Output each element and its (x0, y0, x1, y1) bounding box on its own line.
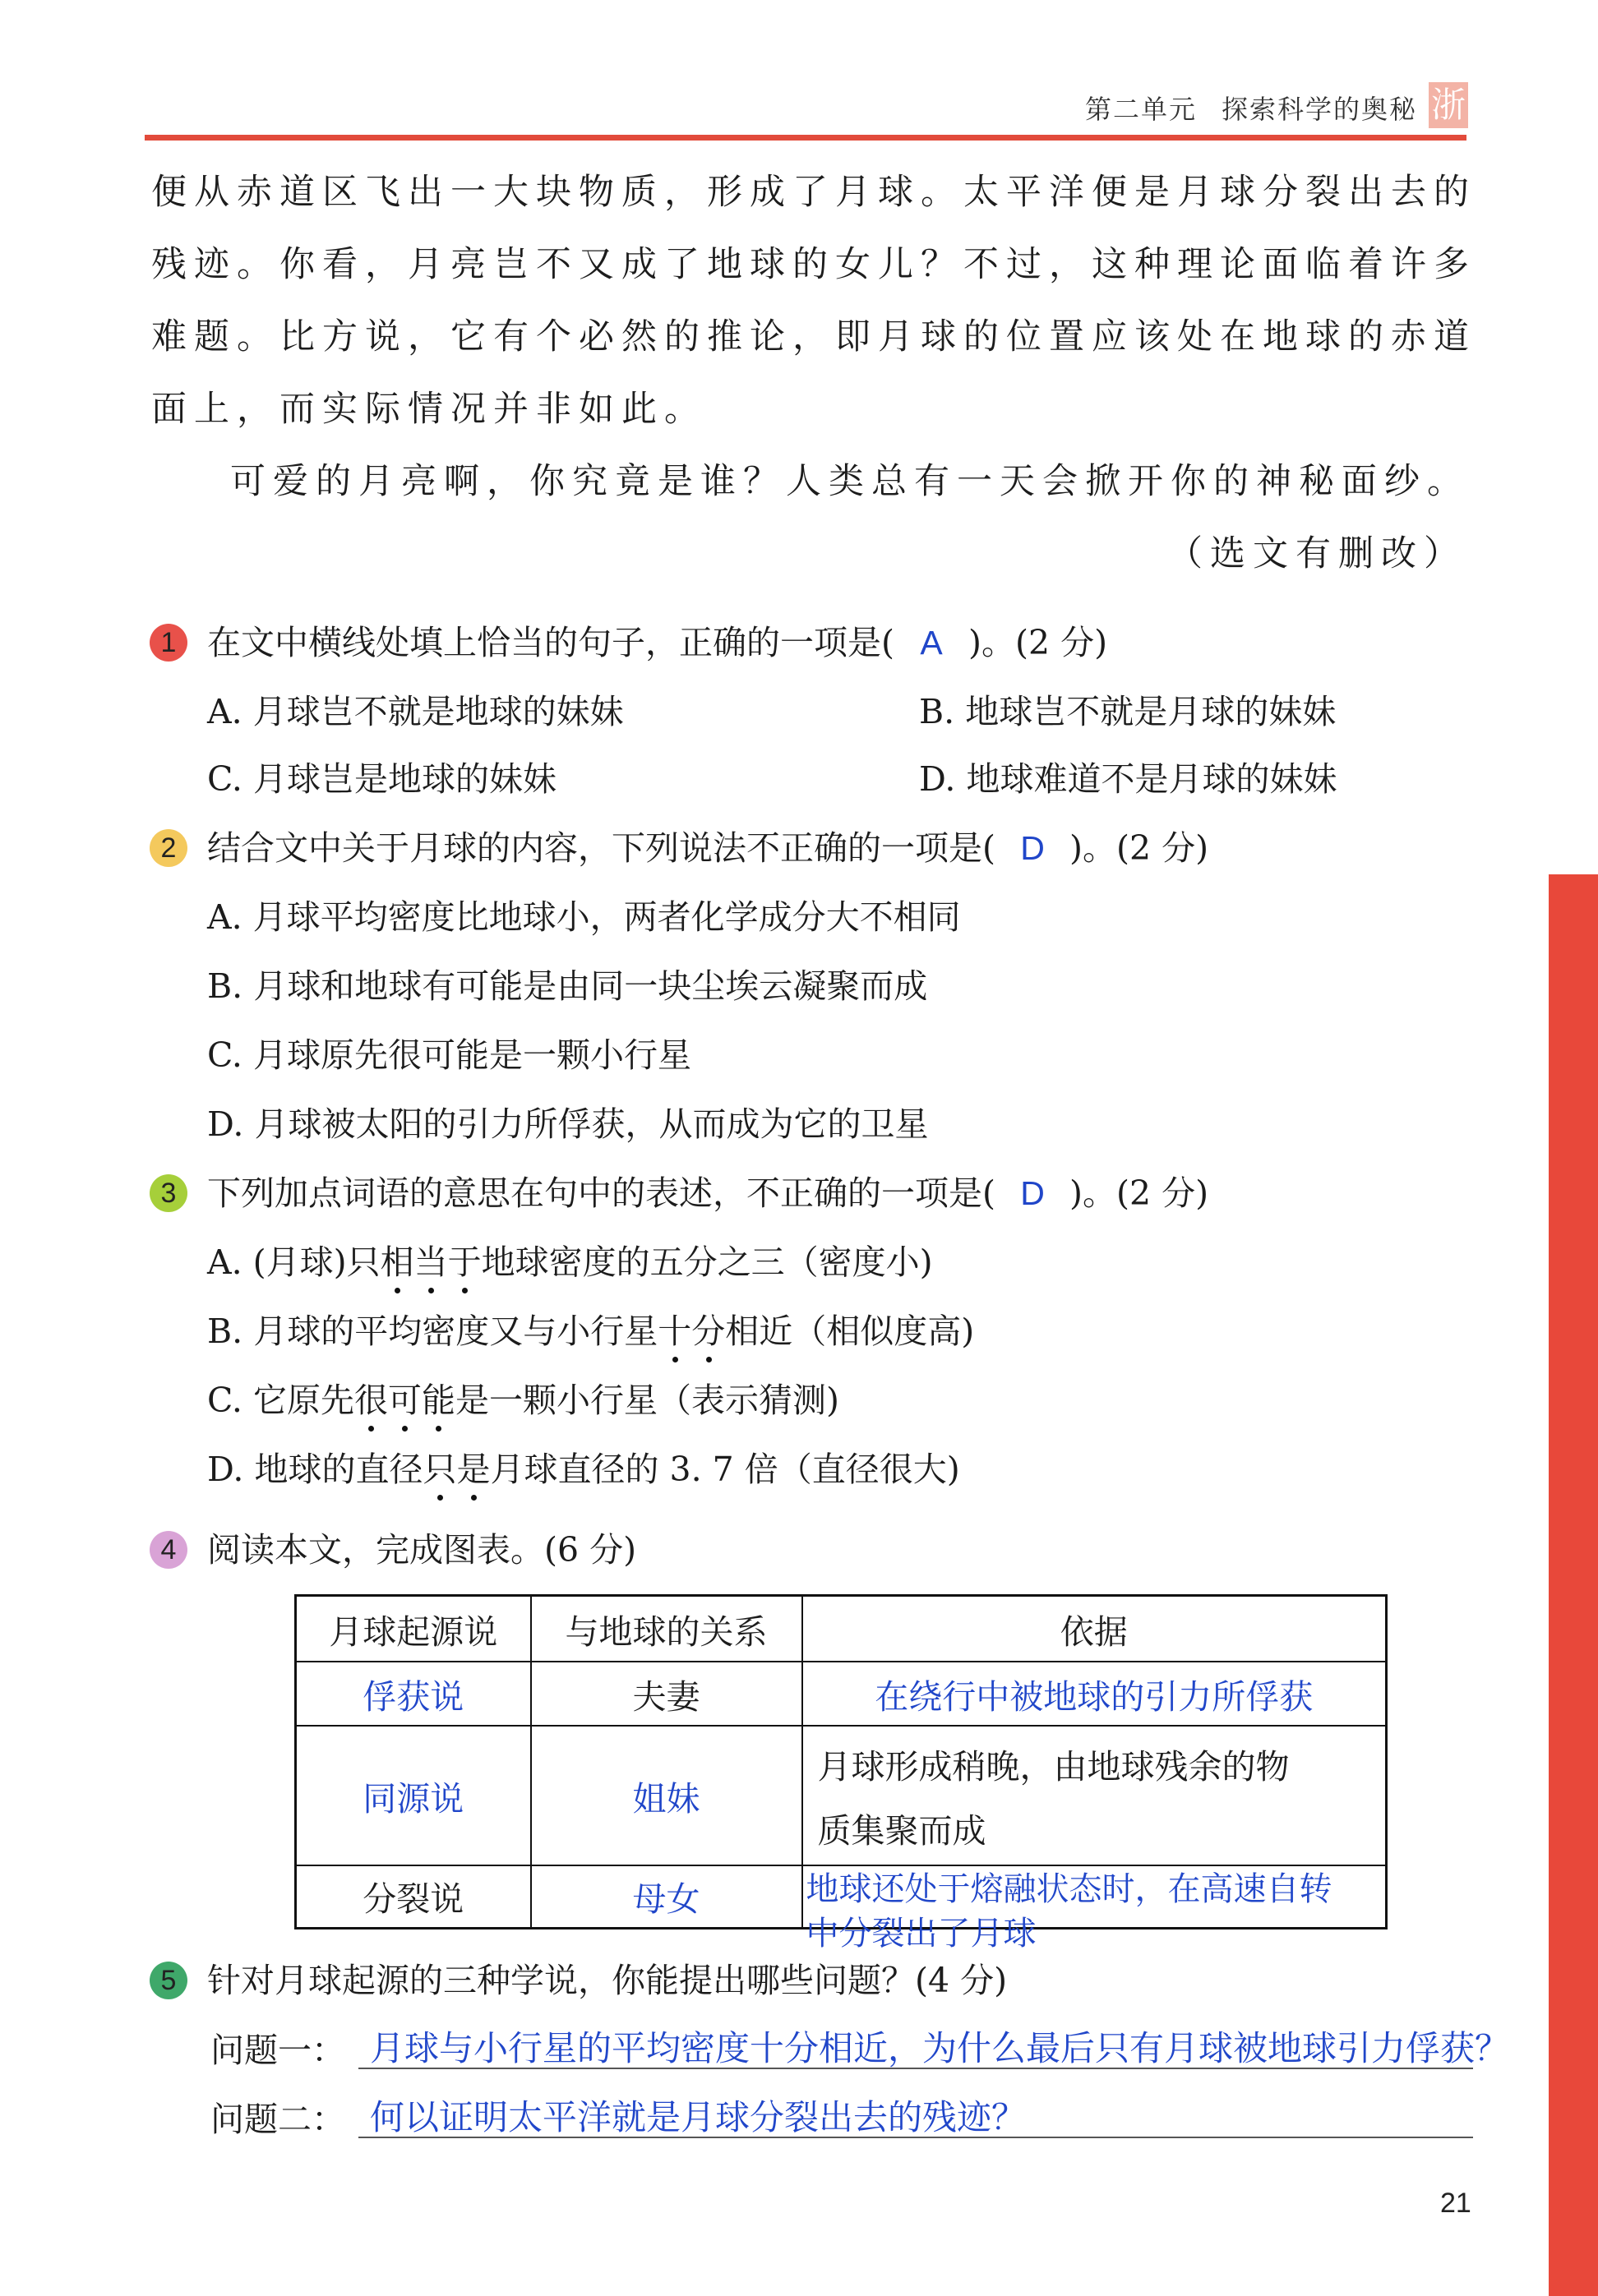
question-stem: 阅读本文，完成图表。(6 分) (207, 1530, 637, 1570)
emphasis-char: 当 (413, 1243, 448, 1282)
option-a: A. 月球平均密度比地球小，两者化学成分大不相同 (207, 897, 961, 937)
option-text: 月球直径的 3. 7 倍（直径很大) (490, 1450, 960, 1489)
option-b: B. 地球岂不就是月球的妹妹 (919, 692, 1337, 731)
question-number-badge: 2 (150, 829, 187, 867)
question-stem: 针对月球起源的三种学说，你能提出哪些问题？(4 分) (207, 1961, 1008, 2000)
table-cell: 同源说 (296, 1726, 531, 1865)
emphasis-char: 是 (456, 1450, 491, 1489)
option-c (207, 1376, 839, 1425)
unit-title: 探索科学的奥秘 (1221, 94, 1417, 125)
option-d: D. 月球被太阳的引力所俘获，从而成为它的卫星 (207, 1104, 929, 1144)
option-b (207, 1307, 974, 1356)
passage-line: 残迹。你看，月亮岂不又成了地球的女儿？不过，这种理论面临着许多 (151, 244, 1476, 285)
stem-text: 下列加点词语的意思在句中的表述，不正确的一项是( (207, 1173, 995, 1213)
question-stem (207, 823, 1208, 873)
table-cell: 分裂说 (296, 1865, 531, 1928)
answer-fill: D (1020, 1174, 1045, 1212)
stem-score: )。(2 分) (968, 623, 1108, 662)
option-text: 相近（相似度高) (725, 1312, 975, 1351)
option-d (207, 1445, 960, 1494)
question-two-label: 问题二： (210, 2100, 345, 2139)
table-cell: 俘获说 (296, 1662, 531, 1726)
unit-label: 第二单元 (1084, 94, 1197, 125)
option-text: D. 地球的直径 (207, 1450, 423, 1489)
table-header-row (296, 1596, 1387, 1662)
option-text: 是一颗小行星（表示猜测) (455, 1381, 839, 1420)
dotted-word (423, 1450, 490, 1489)
option-text: C. 它原先 (207, 1381, 354, 1420)
emphasis-char: 只 (423, 1450, 457, 1489)
origin-theory-table (294, 1594, 1388, 1953)
option-d: D. 地球难道不是月球的妹妹 (919, 759, 1337, 799)
option-text: B. 月球的平均密度又与小行星 (207, 1312, 658, 1351)
answer-one: 月球与小行星的平均密度十分相近，为什么最后只有月球被地球引力俘获？ (370, 2028, 1510, 2068)
stem-text: 结合文中关于月球的内容，下列说法不正确的一项是( (207, 828, 995, 868)
table-header: 月球起源说 (296, 1596, 531, 1662)
option-text: 地球密度的五分之三（密度小) (481, 1243, 933, 1282)
passage-closing: 可爱的月亮啊，你究竟是谁？人类总有一天会掀开你的神秘面纱。 (230, 461, 1470, 502)
option-c: C. 月球岂是地球的妹妹 (207, 759, 557, 799)
side-color-tab (1549, 874, 1598, 2296)
stem-text: 在文中横线处填上恰当的句子，正确的一项是( (207, 623, 894, 662)
option-a: A. 月球岂不就是地球的妹妹 (207, 692, 624, 731)
running-header (1085, 89, 1417, 127)
table-cell (802, 1726, 1387, 1865)
question-one-label: 问题一： (210, 2031, 345, 2070)
emphasis-char: 很 (353, 1381, 388, 1420)
stem-score: )。(2 分) (1069, 828, 1209, 868)
table-row (296, 1865, 1387, 1928)
passage-source: （选文有删改） (1167, 533, 1466, 574)
table-cell: 夫妻 (531, 1662, 802, 1726)
cell-line: 质集聚而成 (817, 1811, 986, 1851)
question-stem (207, 1169, 1208, 1218)
table-cell: 在绕行中被地球的引力所俘获 (802, 1662, 1387, 1726)
cell-line: 月球形成稍晚，由地球残余的物 (817, 1747, 1290, 1787)
table-row (296, 1726, 1387, 1865)
handwritten-answer: 地球还处于熔融状态时，在高速自转 (806, 1870, 1332, 1908)
answer-fill: D (1020, 829, 1045, 867)
stem-score: )。(2 分) (1069, 1173, 1209, 1213)
emphasis-char: 能 (421, 1381, 455, 1420)
handwritten-answer: 中分裂出了月球 (806, 1915, 1037, 1953)
option-a (207, 1238, 933, 1287)
passage-line: 面上，而实际情况并非如此。 (151, 389, 707, 430)
question-number-badge: 5 (150, 1962, 187, 1999)
table-header: 与地球的关系 (531, 1596, 802, 1662)
page-number: 21 (1440, 2188, 1471, 2219)
emphasis-char: 可 (387, 1381, 422, 1420)
table-cell: 母女 (531, 1865, 802, 1928)
emphasis-char: 分 (691, 1312, 726, 1351)
dotted-word (658, 1312, 725, 1351)
question-number-badge: 4 (150, 1531, 187, 1569)
passage-line: 难题。比方说，它有个必然的推论，即月球的位置应该处在地球的赤道 (151, 316, 1476, 357)
emphasis-char: 十 (658, 1312, 692, 1351)
dotted-word (354, 1381, 455, 1420)
answer-line-2 (358, 2137, 1473, 2138)
option-text: A. (月球)只 (207, 1243, 381, 1282)
province-logo: 浙 (1429, 82, 1468, 128)
table-row (296, 1662, 1387, 1726)
option-b: B. 月球和地球有可能是由同一块尘埃云凝聚而成 (207, 966, 928, 1006)
table-header: 依据 (802, 1596, 1387, 1662)
header-rule (145, 135, 1466, 141)
emphasis-char: 相 (380, 1243, 414, 1282)
answer-two: 何以证明太平洋就是月球分裂出去的残迹？ (370, 2097, 1027, 2137)
question-number-badge: 1 (150, 624, 187, 662)
emphasis-char: 于 (447, 1243, 482, 1282)
table-cell (802, 1865, 1387, 1953)
passage (151, 156, 1475, 590)
answer-line-1 (358, 2068, 1473, 2069)
question-stem (207, 618, 1107, 667)
table-cell: 姐妹 (531, 1726, 802, 1865)
dotted-word (381, 1243, 482, 1282)
question-number-badge: 3 (150, 1174, 187, 1212)
answer-fill: A (920, 624, 943, 662)
option-c: C. 月球原先很可能是一颗小行星 (207, 1035, 691, 1075)
passage-line: 便从赤道区飞出一大块物质，形成了月球。太平洋便是月球分裂出去的 (151, 172, 1476, 213)
